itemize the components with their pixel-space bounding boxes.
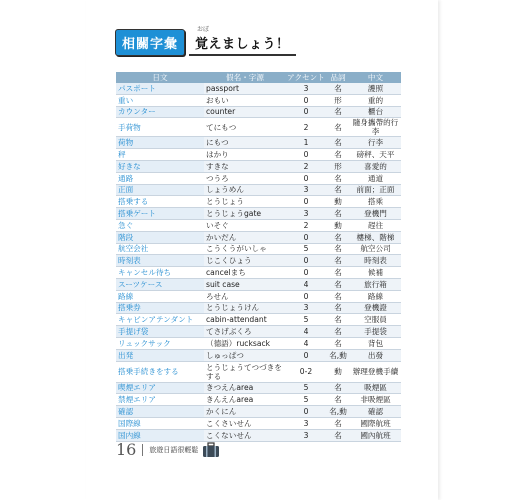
kana-cell: にもつ [204,137,286,149]
part-of-speech-cell: 名 [326,83,350,94]
word-cell: 国内線 [116,429,204,441]
table-row [116,94,401,106]
chinese-cell: 行李 [350,137,401,149]
kana-cell: はかり [204,149,286,161]
page-footer [116,440,220,459]
table-row [116,314,401,326]
word-cell: 搭乗手続きをする [116,361,204,382]
word-cell: 搭乗ゲート [116,208,204,220]
part-of-speech-cell: 名 [326,137,350,149]
table-row [116,417,401,429]
chinese-cell: 趕往 [350,219,401,231]
word-cell: パスポート [116,83,204,94]
accent-cell: 2 [286,219,326,231]
chinese-cell: 辦理登機手續 [350,361,401,382]
chinese-cell: 時刻表 [350,255,401,267]
kana-cell: つうろ [204,172,286,184]
kana-cell: きつえんarea [204,382,286,394]
accent-cell: 4 [286,326,326,338]
table-row [116,394,401,406]
accent-cell: 5 [286,382,326,394]
chinese-cell: 搭乘 [350,196,401,208]
part-of-speech-cell: 動 [326,196,350,208]
accent-cell: 3 [286,417,326,429]
column-header: 中文 [350,72,401,83]
accent-cell: 0 [286,149,326,161]
table-row [116,243,401,255]
word-cell: 国際線 [116,417,204,429]
word-cell: 航空会社 [116,243,204,255]
kana-cell: passport [204,83,286,94]
accent-cell: 0 [286,255,326,267]
part-of-speech-cell: 名 [326,118,350,137]
accent-cell: 3 [286,184,326,196]
accent-cell: 4 [286,337,326,349]
kana-cell: かくにん [204,406,286,418]
table-row [116,137,401,149]
kana-cell: こうくうがいしゃ [204,243,286,255]
kana-cell: suit case [204,278,286,290]
section-badge: 相關字彙 [115,29,185,56]
table-row [116,219,401,231]
kana-cell: ろせん [204,290,286,302]
word-cell: 重い [116,94,204,106]
accent-cell: 0 [286,349,326,361]
column-header: 假名・字源 [204,72,286,83]
word-cell: リュックサック [116,337,204,349]
section-header [115,26,296,56]
part-of-speech-cell: 名 [326,243,350,255]
part-of-speech-cell: 名,動 [326,349,350,361]
part-of-speech-cell: 名 [326,302,350,314]
chinese-cell: 確認 [350,406,401,418]
table-row [116,184,401,196]
table-header-row [116,72,401,83]
accent-cell: 3 [286,429,326,441]
part-of-speech-cell: 名 [326,208,350,220]
word-cell: 時刻表 [116,255,204,267]
part-of-speech-cell: 形 [326,160,350,172]
chinese-cell: 非吸煙區 [350,394,401,406]
accent-cell: 0 [286,290,326,302]
part-of-speech-cell: 名 [326,267,350,279]
part-of-speech-cell: 名 [326,382,350,394]
word-cell: カウンター [116,106,204,118]
table-row [116,406,401,418]
chinese-cell: 喜愛的 [350,160,401,172]
part-of-speech-cell: 動 [326,219,350,231]
vocabulary-table [116,72,401,442]
table-row [116,382,401,394]
kana-cell: （德語）rucksack [204,337,286,349]
chinese-cell: 航空公司 [350,243,401,255]
part-of-speech-cell: 名 [326,429,350,441]
accent-cell: 3 [286,83,326,94]
kana-cell: こくないせん [204,429,286,441]
chinese-cell: 隨身攜帶的行李 [350,118,401,137]
accent-cell: 5 [286,314,326,326]
part-of-speech-cell: 名 [326,255,350,267]
kana-cell: とうじょう [204,196,286,208]
part-of-speech-cell: 名 [326,290,350,302]
part-of-speech-cell: 名 [326,106,350,118]
kana-cell: とうじょうてつづきをする [204,361,286,382]
word-cell: 荷物 [116,137,204,149]
table-row [116,172,401,184]
word-cell: 路線 [116,290,204,302]
word-cell: 手提げ袋 [116,326,204,338]
word-cell: 搭乗する [116,196,204,208]
kana-cell: てさげぶくろ [204,326,286,338]
table-row [116,349,401,361]
word-cell: 搭乗券 [116,302,204,314]
table-row [116,255,401,267]
chinese-cell: 重的 [350,94,401,106]
word-cell: キャンセル待ち [116,267,204,279]
chinese-cell: 登機門 [350,208,401,220]
kana-cell: しょうめん [204,184,286,196]
chinese-cell: 出發 [350,349,401,361]
kana-cell: きんえんarea [204,394,286,406]
kana-cell: いそぐ [204,219,286,231]
table-row [116,118,401,137]
kana-cell: cancelまち [204,267,286,279]
accent-cell: 3 [286,302,326,314]
table-row [116,83,401,94]
accent-cell: 0 [286,196,326,208]
column-header: 品詞 [326,72,350,83]
book-title: 旅遊日語很輕鬆 [149,445,199,454]
table-row [116,302,401,314]
word-cell: 確認 [116,406,204,418]
chinese-cell: 候補 [350,267,401,279]
kana-cell: すきな [204,160,286,172]
column-header: アクセント [287,73,325,82]
part-of-speech-cell: 名 [326,417,350,429]
kana-cell: cabin-attendant [204,314,286,326]
kana-cell: とうじょうgate [204,208,286,220]
word-cell: 出発 [116,349,204,361]
accent-cell: 0 [286,172,326,184]
part-of-speech-cell: 形 [326,94,350,106]
accent-cell: 0 [286,231,326,243]
table-row [116,278,401,290]
word-cell: スーツケース [116,278,204,290]
footer-divider [142,444,143,456]
accent-cell: 0 [286,94,326,106]
kana-cell: おもい [204,94,286,106]
part-of-speech-cell: 名 [326,172,350,184]
accent-cell: 3 [286,208,326,220]
page-number: 16 [116,440,137,459]
subtitle-ruby: おぼ [197,26,210,33]
chinese-cell: 手提袋 [350,326,401,338]
table-row [116,160,401,172]
chinese-cell: 路線 [350,290,401,302]
subtitle-wrap [189,26,296,56]
word-cell: 正面 [116,184,204,196]
chinese-cell: 前面；正面 [350,184,401,196]
table-row [116,196,401,208]
part-of-speech-cell: 名,動 [326,406,350,418]
part-of-speech-cell: 名 [326,337,350,349]
chinese-cell: 通道 [350,172,401,184]
table-row [116,149,401,161]
part-of-speech-cell: 名 [326,326,350,338]
word-cell: 秤 [116,149,204,161]
section-subtitle: 覚えましょう！ [195,37,290,52]
table-row [116,267,401,279]
part-of-speech-cell: 名 [326,314,350,326]
table-row [116,326,401,338]
part-of-speech-cell: 名 [326,149,350,161]
accent-cell: 4 [286,278,326,290]
part-of-speech-cell: 名 [326,394,350,406]
part-of-speech-cell: 動 [326,361,350,382]
word-cell: 喫煙エリア [116,382,204,394]
chinese-cell: 背包 [350,337,401,349]
table-row [116,290,401,302]
chinese-cell: 櫃台 [350,106,401,118]
table-row [116,106,401,118]
table-row [116,231,401,243]
accent-cell: 5 [286,243,326,255]
kana-cell: しゅっぱつ [204,349,286,361]
suitcase-icon [202,442,220,458]
chinese-cell: 空服員 [350,314,401,326]
kana-cell: こくさいせん [204,417,286,429]
kana-cell: かいだん [204,231,286,243]
chinese-cell: 磅秤、天平 [350,149,401,161]
chinese-cell: 旅行箱 [350,278,401,290]
accent-cell: 5 [286,394,326,406]
part-of-speech-cell: 名 [326,278,350,290]
chinese-cell: 護照 [350,83,401,94]
word-cell: 通路 [116,172,204,184]
chinese-cell: 樓梯、階梯 [350,231,401,243]
word-cell: 階段 [116,231,204,243]
kana-cell: てにもつ [204,118,286,137]
word-cell: 急ぐ [116,219,204,231]
word-cell: 手荷物 [116,118,204,137]
chinese-cell: 吸煙區 [350,382,401,394]
part-of-speech-cell: 名 [326,231,350,243]
word-cell: キャビンアテンダント [116,314,204,326]
accent-cell: 0-2 [286,361,326,382]
word-cell: 好きな [116,160,204,172]
table-row [116,208,401,220]
column-header: 日文 [116,72,204,83]
table-row [116,361,401,382]
part-of-speech-cell: 名 [326,184,350,196]
accent-cell: 0 [286,106,326,118]
accent-cell: 2 [286,160,326,172]
accent-cell: 2 [286,118,326,137]
chinese-cell: 國際航班 [350,417,401,429]
accent-cell: 1 [286,137,326,149]
kana-cell: counter [204,106,286,118]
kana-cell: じこくひょう [204,255,286,267]
chinese-cell: 國內航班 [350,429,401,441]
table-body [116,83,401,441]
table-row [116,337,401,349]
accent-cell: 0 [286,267,326,279]
accent-cell: 0 [286,406,326,418]
kana-cell: とうじょうけん [204,302,286,314]
word-cell: 禁煙エリア [116,394,204,406]
chinese-cell: 登機證 [350,302,401,314]
